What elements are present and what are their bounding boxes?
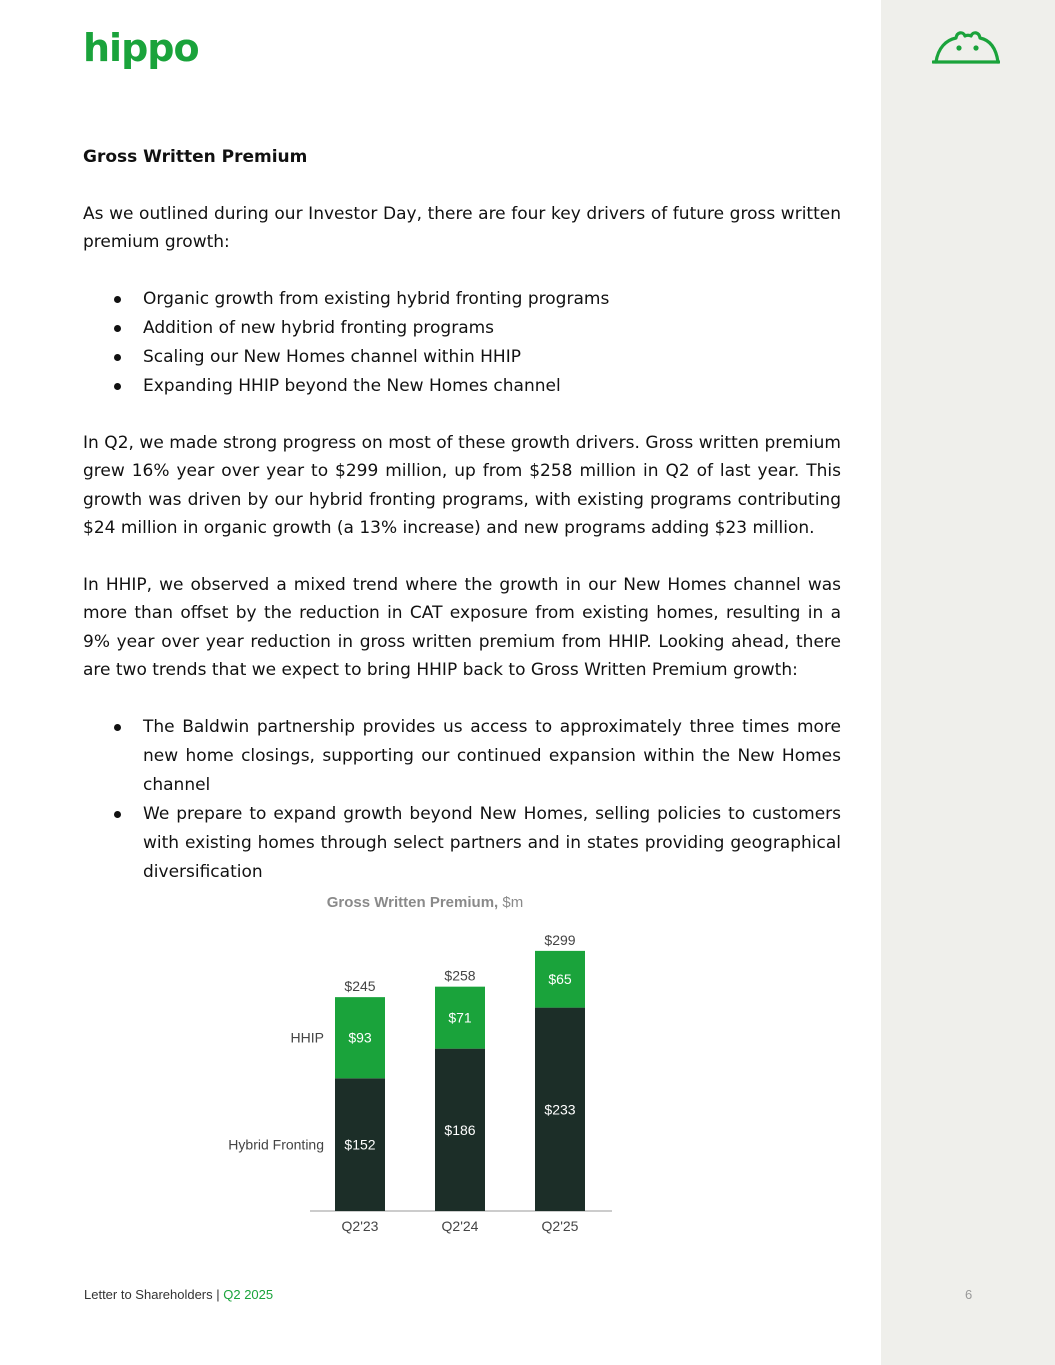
bar-value-label: $71 — [448, 1009, 472, 1026]
chart-title-unit: $m — [498, 894, 524, 911]
bar-value-label: $233 — [544, 1101, 576, 1118]
section-heading: Gross Written Premium — [83, 147, 308, 167]
list-item: We prepare to expand growth beyond New Homes, selling policies to customers with existing homes through select partners and in states providing geographical diversification — [143, 800, 841, 887]
hhip-trend-paragraph: In HHIP, we observed a mixed trend where the growth in our New Homes channel was more than offset by the reduction in CAT exposure from existing homes, resulting in a 9% year over year reduction in gross written premium from HHIP. Looking ahead, there are two trends that we expect to bring HHIP back to Gross Written Premium growth: — [83, 574, 841, 680]
gwp-chart-svg — [200, 885, 650, 1245]
list-item: Organic growth from existing hybrid fronting programs — [143, 285, 841, 314]
x-tick-label: Q2'23 — [341, 1218, 379, 1234]
hhip-trends-list — [83, 713, 841, 887]
list-item: Scaling our New Homes channel within HHIP — [143, 343, 841, 372]
hippo-mascot-icon — [932, 28, 1000, 68]
page-number: 6 — [965, 1287, 973, 1302]
bar-value-label: $186 — [444, 1121, 476, 1138]
letter-content — [83, 140, 841, 887]
footer-period: Q2 2025 — [223, 1287, 274, 1302]
bar-value-label: $93 — [348, 1029, 372, 1046]
right-sidebar-panel — [881, 0, 1055, 1365]
hippo-logo: hippo — [83, 26, 199, 70]
bar-total-label: $299 — [544, 931, 576, 948]
legend-label: Hybrid Fronting — [228, 1136, 324, 1153]
list-item: Expanding HHIP beyond the New Homes channel — [143, 372, 841, 401]
bar-total-label: $245 — [344, 978, 376, 995]
x-tick-label: Q2'24 — [441, 1218, 479, 1234]
bar-total-label: $258 — [444, 967, 476, 984]
bar-value-label: $65 — [548, 971, 572, 988]
footer-title: Letter to Shareholders | — [84, 1287, 220, 1302]
growth-drivers-list — [83, 285, 841, 401]
gwp-chart — [200, 885, 650, 1245]
footer-doc-title — [84, 1287, 273, 1302]
chart-title — [327, 894, 523, 911]
bar-value-label: $152 — [344, 1136, 376, 1153]
list-item: Addition of new hybrid fronting programs — [143, 314, 841, 343]
intro-paragraph: As we outlined during our Investor Day, there are four key drivers of future gross written premium growth: — [83, 203, 841, 252]
x-tick-label: Q2'25 — [541, 1218, 579, 1234]
legend-label: HHIP — [290, 1029, 324, 1046]
list-item: The Baldwin partnership provides us access to approximately three times more new home closings, supporting our continued expansion within the New Homes channel — [143, 713, 841, 800]
chart-title-main: Gross Written Premium, — [326, 894, 499, 911]
q2-progress-paragraph: In Q2, we made strong progress on most of these growth drivers. Gross written premium grew 16% year over year to $299 million, up from $258 million in Q2 of last year. This growth was driven by our hybrid fronting programs, with existing programs contributing $24 million in organic growth (a 13% increase) and new programs adding $23 million. — [83, 432, 841, 538]
